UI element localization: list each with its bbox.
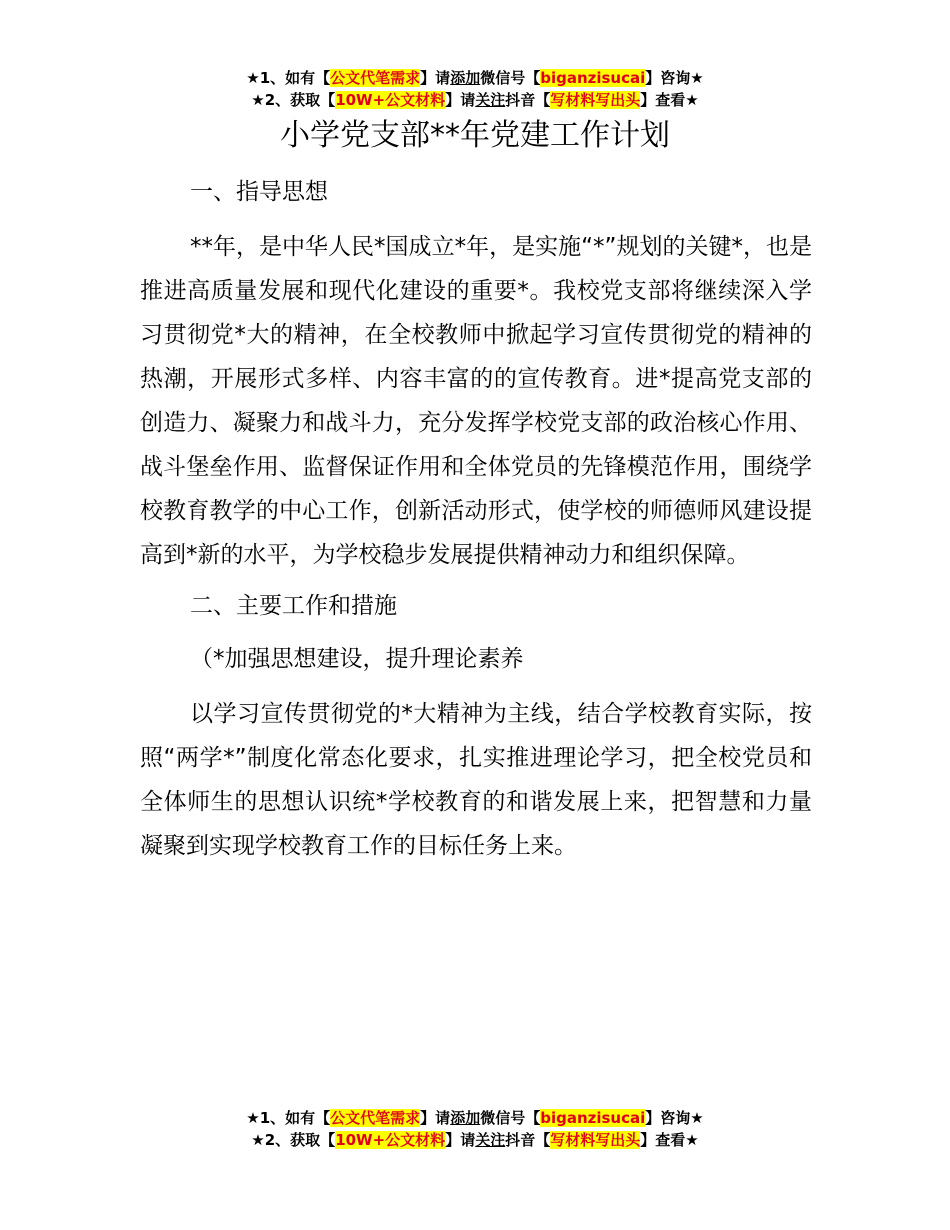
banner-text: 】查看★ xyxy=(640,91,699,109)
banner-highlight: biganzisucai xyxy=(540,69,646,87)
banner-line-1 xyxy=(0,1107,950,1129)
banner-emphasis: 关注 xyxy=(475,1131,506,1149)
banner-text: 微信号【 xyxy=(480,69,541,87)
banner-text: 】请 xyxy=(420,69,451,87)
banner-highlight: 10W+公文材料 xyxy=(335,1131,446,1149)
banner-emphasis: 添加 xyxy=(450,1109,481,1127)
banner-line-2 xyxy=(0,1129,950,1151)
banner-text: 】请 xyxy=(445,1131,476,1149)
subsection-heading: （*加强思想建设，提升理论素养 xyxy=(190,646,524,672)
banner-highlight: 10W+公文材料 xyxy=(335,91,446,109)
banner-text: 】请 xyxy=(420,1109,451,1127)
banner-text: 】请 xyxy=(445,91,476,109)
banner-highlight: 写材料写出头 xyxy=(550,1131,641,1149)
banner-highlight: 写材料写出头 xyxy=(550,91,641,109)
banner-emphasis: 添加 xyxy=(450,69,481,87)
banner-text: ★2、获取【 xyxy=(251,91,336,109)
banner-highlight: 公文代笔需求 xyxy=(330,1109,421,1127)
banner-line-1 xyxy=(0,67,950,89)
bottom-banner xyxy=(0,1107,950,1151)
document-body xyxy=(140,172,812,877)
banner-highlight: 公文代笔需求 xyxy=(330,69,421,87)
body-paragraph: 以学习宣传贯彻党的*大精神为主线，结合学校教育实际，按照“两学*”制度化常态化要求，扎实推进理论学习，把全校党员和全体师生的思想认识统*学校教育的和谐发展上来，把智慧和力量凝聚到实现学校教育工作的目标任务上来。 xyxy=(140,701,812,859)
document-title: 小学党支部**年党建工作计划 xyxy=(280,118,670,153)
banner-text: 抖音【 xyxy=(505,1131,551,1149)
body-paragraph: **年，是中华人民*国成立*年，是实施“*”规划的关键*，也是推进高质量发展和现代化建设的重要*。我校党支部将继续深入学习贯彻党*大的精神，在全校教师中掀起学习宣传贯彻党的精神的热潮，开展形式多样、内容丰富的的宣传教育。进*提高党支部的创造力、凝聚力和战斗力，充分发挥学校党支部的政治核心作用、战斗堡垒作用、监督保证作用和全体党员的先锋模范作用，围绕学校教育教学的中心工作，创新活动形式，使学校的师德师风建设提高到*新的水平，为学校稳步发展提供精神动力和组织保障。 xyxy=(140,234,812,568)
banner-highlight: biganzisucai xyxy=(540,1109,646,1127)
banner-text: ★1、如有【 xyxy=(246,69,331,87)
banner-text: 微信号【 xyxy=(480,1109,541,1127)
banner-text: 】查看★ xyxy=(640,1131,699,1149)
banner-emphasis: 关注 xyxy=(475,91,506,109)
banner-text: 抖音【 xyxy=(505,91,551,109)
banner-text: 】咨询★ xyxy=(645,69,704,87)
banner-text: ★1、如有【 xyxy=(246,1109,331,1127)
section-heading: 一、指导思想 xyxy=(190,179,328,205)
section-heading: 二、主要工作和措施 xyxy=(190,593,397,619)
banner-text: 】咨询★ xyxy=(645,1109,704,1127)
banner-text: ★2、获取【 xyxy=(251,1131,336,1149)
banner-line-2 xyxy=(0,89,950,111)
top-banner xyxy=(0,67,950,111)
